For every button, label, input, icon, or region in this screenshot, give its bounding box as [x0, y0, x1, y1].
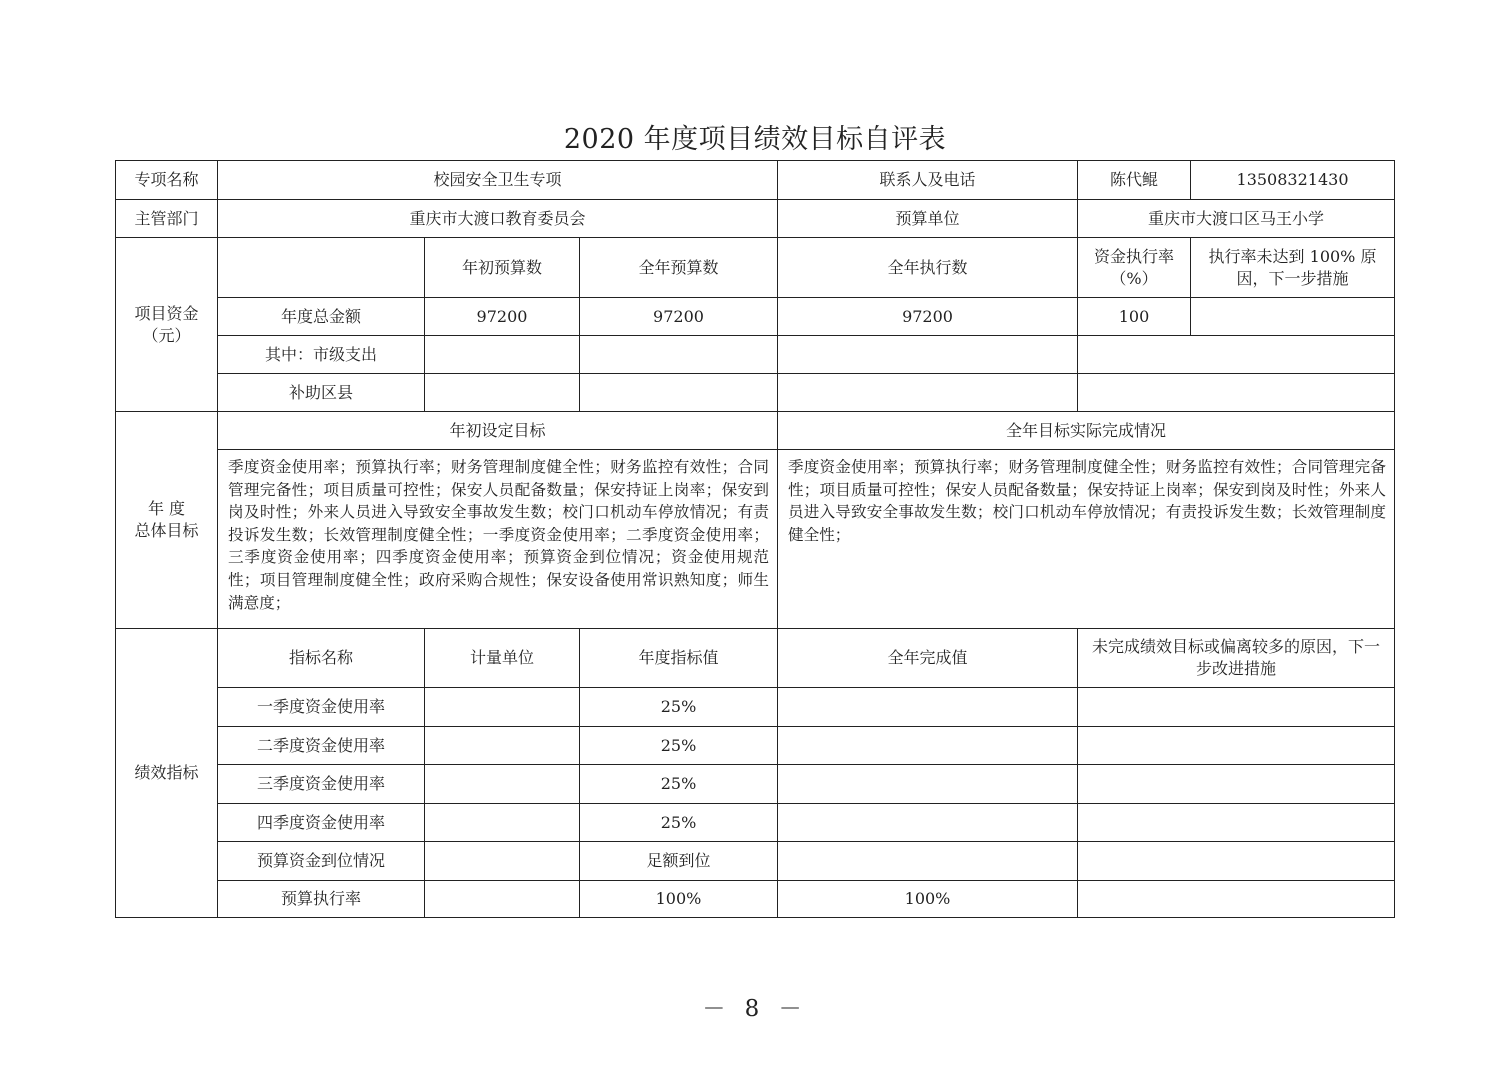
- goals-col-initial: 年初设定目标: [218, 412, 778, 450]
- project-label: 专项名称: [116, 161, 218, 200]
- funds-rate-value: [1078, 374, 1395, 412]
- project-name: 校园安全卫生专项: [218, 161, 778, 200]
- funds-annual-value: 97200: [580, 298, 778, 336]
- indicator-row: [116, 765, 1395, 804]
- funds-row-label: 其中：市级支出: [218, 336, 425, 374]
- page-title: 2020 年度项目绩效目标自评表: [563, 124, 947, 155]
- indicator-target: 25%: [580, 765, 778, 804]
- funds-col-executed: 全年执行数: [778, 238, 1078, 298]
- funds-col-annual: 全年预算数: [580, 238, 778, 298]
- indicator-unit: [425, 727, 580, 765]
- indicators-col-target: 年度指标值: [580, 629, 778, 688]
- funds-reason-value: [1191, 298, 1395, 336]
- indicator-unit: [425, 842, 580, 881]
- indicator-reason: [1078, 688, 1395, 727]
- indicators-section-label: 绩效指标: [116, 629, 218, 918]
- indicator-target: 25%: [580, 727, 778, 765]
- project-row: [116, 161, 1395, 200]
- indicator-name: 一季度资金使用率: [218, 688, 425, 727]
- indicators-col-unit: 计量单位: [425, 629, 580, 688]
- indicator-unit: [425, 765, 580, 804]
- dept-name: 重庆市大渡口教育委员会: [218, 200, 778, 238]
- funds-row-district: [116, 374, 1395, 412]
- indicator-row: [116, 804, 1395, 842]
- funds-initial-value: [425, 336, 580, 374]
- indicator-unit: [425, 688, 580, 727]
- indicators-col-reason: 未完成绩效目标或偏离较多的原因，下一步改进措施: [1078, 629, 1395, 688]
- funds-executed-value: 97200: [778, 298, 1078, 336]
- indicator-row: [116, 881, 1395, 918]
- indicator-row: [116, 688, 1395, 727]
- indicator-reason: [1078, 842, 1395, 881]
- budget-unit-name: 重庆市大渡口区马王小学: [1078, 200, 1395, 238]
- indicator-row: [116, 842, 1395, 881]
- funds-section-label: 项目资金（元）: [116, 238, 218, 412]
- indicator-name: 三季度资金使用率: [218, 765, 425, 804]
- funds-row-label: 补助区县: [218, 374, 425, 412]
- indicator-actual: [778, 765, 1078, 804]
- indicators-header-row: [116, 629, 1395, 688]
- funds-annual-value: [580, 374, 778, 412]
- indicators-col-actual: 全年完成值: [778, 629, 1078, 688]
- funds-executed-value: [778, 374, 1078, 412]
- indicator-name: 预算执行率: [218, 881, 425, 918]
- funds-row-city: [116, 336, 1395, 374]
- indicator-unit: [425, 804, 580, 842]
- indicator-target: 25%: [580, 688, 778, 727]
- indicator-name: 二季度资金使用率: [218, 727, 425, 765]
- funds-col-reason: 执行率未达到 100% 原因，下一步措施: [1191, 238, 1395, 298]
- indicator-row: [116, 727, 1395, 765]
- indicator-target: 足额到位: [580, 842, 778, 881]
- goals-initial-text: 季度资金使用率；预算执行率；财务管理制度健全性；财务监控有效性；合同管理完备性；项目质量可控性；保安人员配备数量；保安持证上岗率；保安到岗及时性；外来人员进入导致安全事故发生数；校门口机动车停放情况；有责投诉发生数；长效管理制度健全性；一季度资金使用率；二季度资金使用率；三季度资金使用率；四季度资金使用率；预算资金到位情况；资金使用规范性；项目管理制度健全性；政府采购合规性；保安设备使用常识熟知度；师生满意度；: [218, 450, 778, 629]
- indicator-target: 25%: [580, 804, 778, 842]
- contact-label: 联系人及电话: [778, 161, 1078, 200]
- indicator-actual: [778, 842, 1078, 881]
- funds-initial-value: [425, 374, 580, 412]
- indicator-actual: [778, 727, 1078, 765]
- funds-annual-value: [580, 336, 778, 374]
- indicator-name: 四季度资金使用率: [218, 804, 425, 842]
- indicator-reason: [1078, 765, 1395, 804]
- performance-self-evaluation-table: [115, 160, 1395, 918]
- goals-header-row: [116, 412, 1395, 450]
- indicators-col-name: 指标名称: [218, 629, 425, 688]
- goals-section-label: 年 度 总体目标: [116, 412, 218, 629]
- budget-unit-label: 预算单位: [778, 200, 1078, 238]
- department-row: [116, 200, 1395, 238]
- funds-rate-value: [1078, 336, 1395, 374]
- indicator-actual: [778, 688, 1078, 727]
- indicator-reason: [1078, 804, 1395, 842]
- goals-col-actual: 全年目标实际完成情况: [778, 412, 1395, 450]
- indicator-reason: [1078, 727, 1395, 765]
- goals-actual-text: 季度资金使用率；预算执行率；财务管理制度健全性；财务监控有效性；合同管理完备性；项目质量可控性；保安人员配备数量；保安持证上岗率；保安到岗及时性；外来人员进入导致安全事故发生数；校门口机动车停放情况；有责投诉发生数；长效管理制度健全性；: [778, 450, 1395, 629]
- funds-row-label: 年度总金额: [218, 298, 425, 336]
- indicator-unit: [425, 881, 580, 918]
- indicator-target: 100%: [580, 881, 778, 918]
- funds-initial-value: 97200: [425, 298, 580, 336]
- indicator-name: 预算资金到位情况: [218, 842, 425, 881]
- funds-header-row: [116, 238, 1395, 298]
- dept-label: 主管部门: [116, 200, 218, 238]
- funds-rate-value: 100: [1078, 298, 1191, 336]
- funds-col-rate: 资金执行率（%）: [1078, 238, 1191, 298]
- contact-phone: 13508321430: [1191, 161, 1395, 200]
- page-number: － 8 －: [702, 996, 808, 1022]
- indicator-actual: [778, 804, 1078, 842]
- funds-executed-value: [778, 336, 1078, 374]
- indicator-actual: 100%: [778, 881, 1078, 918]
- goals-content-row: [116, 450, 1395, 629]
- funds-row-total: [116, 298, 1395, 336]
- funds-col-initial: 年初预算数: [425, 238, 580, 298]
- contact-name: 陈代鲲: [1078, 161, 1191, 200]
- funds-blank-header: [218, 238, 425, 298]
- indicator-reason: [1078, 881, 1395, 918]
